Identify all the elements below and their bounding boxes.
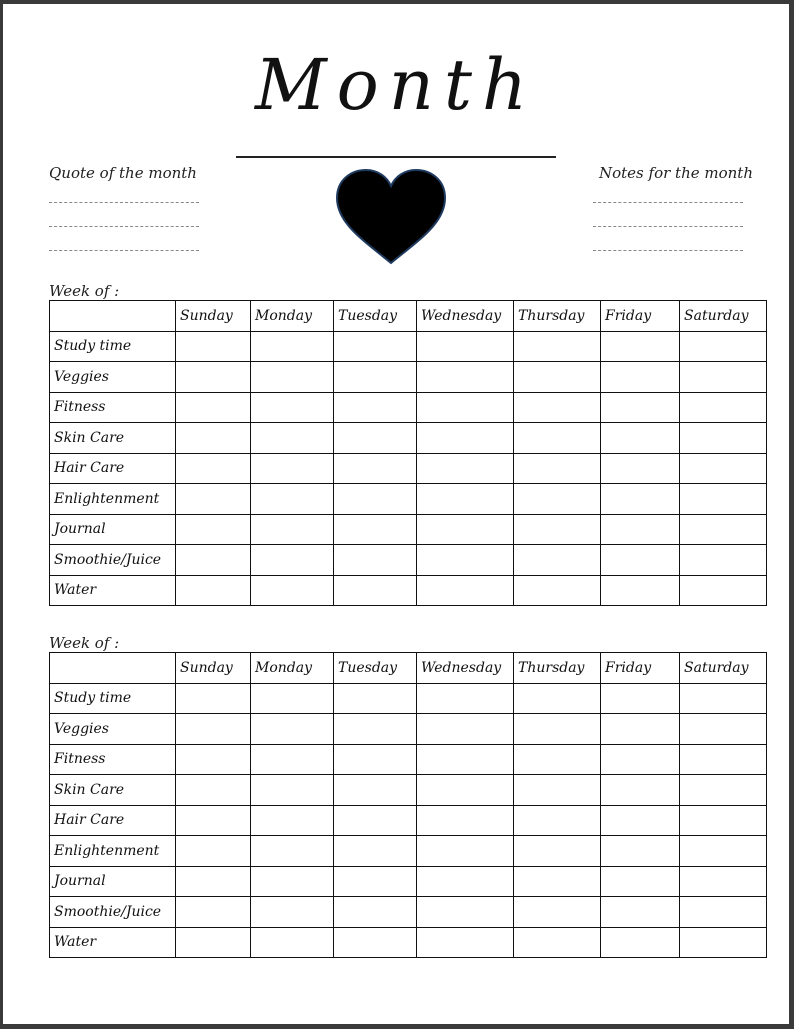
tracker-cell[interactable] bbox=[334, 866, 417, 897]
tracker-cell[interactable] bbox=[601, 775, 680, 806]
week-of-label-1: Week of : bbox=[49, 282, 120, 300]
table-row bbox=[50, 514, 767, 545]
tracker-cell[interactable] bbox=[334, 423, 417, 454]
tracker-cell[interactable] bbox=[514, 775, 601, 806]
day-header-saturday: Saturday bbox=[680, 301, 767, 332]
tracker-cell[interactable] bbox=[251, 714, 334, 745]
tracker-cell[interactable] bbox=[680, 453, 767, 484]
table-row bbox=[50, 897, 767, 928]
tracker-cell[interactable] bbox=[417, 545, 514, 576]
tracker-cell[interactable] bbox=[251, 805, 334, 836]
tracker-cell[interactable] bbox=[334, 836, 417, 867]
tracker-cell[interactable] bbox=[176, 897, 251, 928]
tracker-cell[interactable] bbox=[514, 453, 601, 484]
tracker-cell[interactable] bbox=[176, 392, 251, 423]
tracker-cell[interactable] bbox=[601, 744, 680, 775]
tracker-cell[interactable] bbox=[601, 714, 680, 745]
table-row bbox=[50, 836, 767, 867]
tracker-cell[interactable] bbox=[334, 331, 417, 362]
tracker-cell[interactable] bbox=[251, 484, 334, 515]
habit-label: Water bbox=[50, 927, 176, 958]
day-header-friday: Friday bbox=[601, 653, 680, 684]
notes-line-1[interactable] bbox=[593, 202, 743, 203]
tracker-cell[interactable] bbox=[251, 362, 334, 393]
tracker-cell[interactable] bbox=[417, 575, 514, 606]
tracker-cell[interactable] bbox=[514, 866, 601, 897]
tracker-cell[interactable] bbox=[514, 575, 601, 606]
tracker-cell[interactable] bbox=[514, 545, 601, 576]
tracker-cell[interactable] bbox=[334, 714, 417, 745]
tracker-cell[interactable] bbox=[680, 484, 767, 515]
week-of-label-2: Week of : bbox=[49, 634, 120, 652]
tracker-cell[interactable] bbox=[601, 392, 680, 423]
tracker-cell[interactable] bbox=[680, 897, 767, 928]
tracker-cell[interactable] bbox=[251, 423, 334, 454]
tracker-cell[interactable] bbox=[417, 714, 514, 745]
tracker-cell[interactable] bbox=[680, 836, 767, 867]
tracker-cell[interactable] bbox=[680, 683, 767, 714]
tracker-cell[interactable] bbox=[514, 714, 601, 745]
table-row bbox=[50, 714, 767, 745]
tracker-cell[interactable] bbox=[251, 514, 334, 545]
tracker-cell[interactable] bbox=[251, 545, 334, 576]
tracker-cell[interactable] bbox=[514, 897, 601, 928]
tracker-cell[interactable] bbox=[601, 897, 680, 928]
tracker-cell[interactable] bbox=[251, 775, 334, 806]
tracker-cell[interactable] bbox=[176, 775, 251, 806]
tracker-cell[interactable] bbox=[680, 775, 767, 806]
tracker-cell[interactable] bbox=[251, 836, 334, 867]
habit-label: Journal bbox=[50, 514, 176, 545]
quote-line-2[interactable] bbox=[49, 226, 199, 227]
tracker-cell[interactable] bbox=[176, 866, 251, 897]
tracker-cell[interactable] bbox=[176, 927, 251, 958]
tracker-cell[interactable] bbox=[176, 836, 251, 867]
table-row bbox=[50, 392, 767, 423]
tracker-cell[interactable] bbox=[251, 927, 334, 958]
tracker-cell[interactable] bbox=[334, 484, 417, 515]
tracker-cell[interactable] bbox=[680, 714, 767, 745]
notes-line-2[interactable] bbox=[593, 226, 743, 227]
tracker-cell[interactable] bbox=[417, 744, 514, 775]
tracker-cell[interactable] bbox=[514, 484, 601, 515]
table-row bbox=[50, 866, 767, 897]
tracker-cell[interactable] bbox=[601, 683, 680, 714]
tracker-cell[interactable] bbox=[680, 514, 767, 545]
habit-label: Study time bbox=[50, 683, 176, 714]
tracker-cell[interactable] bbox=[601, 545, 680, 576]
tracker-cell[interactable] bbox=[417, 362, 514, 393]
tracker-cell[interactable] bbox=[680, 927, 767, 958]
quote-of-month-label: Quote of the month bbox=[49, 164, 197, 182]
tracker-cell[interactable] bbox=[251, 575, 334, 606]
tracker-cell[interactable] bbox=[514, 683, 601, 714]
tracker-cell[interactable] bbox=[176, 683, 251, 714]
habit-label: Enlightenment bbox=[50, 836, 176, 867]
table-row bbox=[50, 331, 767, 362]
tracker-cell[interactable] bbox=[251, 683, 334, 714]
tracker-cell[interactable] bbox=[601, 836, 680, 867]
tracker-cell[interactable] bbox=[601, 866, 680, 897]
quote-line-3[interactable] bbox=[49, 250, 199, 251]
table-row bbox=[50, 744, 767, 775]
tracker-cell[interactable] bbox=[601, 514, 680, 545]
tracker-cell[interactable] bbox=[251, 392, 334, 423]
tracker-cell[interactable] bbox=[680, 331, 767, 362]
corner-cell bbox=[50, 653, 176, 684]
tracker-cell[interactable] bbox=[251, 744, 334, 775]
table-row bbox=[50, 927, 767, 958]
tracker-cell[interactable] bbox=[417, 392, 514, 423]
table-row bbox=[50, 545, 767, 576]
notes-line-3[interactable] bbox=[593, 250, 743, 251]
table-header-row bbox=[50, 653, 767, 684]
tracker-cell[interactable] bbox=[176, 331, 251, 362]
tracker-cell[interactable] bbox=[251, 331, 334, 362]
tracker-cell[interactable] bbox=[417, 866, 514, 897]
tracker-cell[interactable] bbox=[417, 927, 514, 958]
tracker-cell[interactable] bbox=[601, 453, 680, 484]
tracker-cell[interactable] bbox=[334, 683, 417, 714]
tracker-cell[interactable] bbox=[417, 897, 514, 928]
tracker-cell[interactable] bbox=[417, 331, 514, 362]
tracker-cell[interactable] bbox=[601, 575, 680, 606]
tracker-cell[interactable] bbox=[334, 453, 417, 484]
habit-label: Hair Care bbox=[50, 453, 176, 484]
tracker-cell[interactable] bbox=[601, 331, 680, 362]
tracker-cell[interactable] bbox=[176, 714, 251, 745]
table-row bbox=[50, 453, 767, 484]
tracker-cell[interactable] bbox=[334, 575, 417, 606]
tracker-cell[interactable] bbox=[514, 423, 601, 454]
notes-for-month-label: Notes for the month bbox=[599, 164, 753, 182]
tracker-cell[interactable] bbox=[417, 423, 514, 454]
habit-label: Skin Care bbox=[50, 775, 176, 806]
tracker-cell[interactable] bbox=[334, 514, 417, 545]
tracker-cell[interactable] bbox=[334, 897, 417, 928]
tracker-cell[interactable] bbox=[417, 805, 514, 836]
habit-label: Smoothie/Juice bbox=[50, 545, 176, 576]
tracker-cell[interactable] bbox=[334, 362, 417, 393]
tracker-cell[interactable] bbox=[417, 683, 514, 714]
table-row bbox=[50, 683, 767, 714]
tracker-cell[interactable] bbox=[334, 392, 417, 423]
tracker-cell[interactable] bbox=[176, 805, 251, 836]
tracker-cell[interactable] bbox=[514, 744, 601, 775]
habit-label: Fitness bbox=[50, 392, 176, 423]
tracker-cell[interactable] bbox=[601, 484, 680, 515]
tracker-cell[interactable] bbox=[601, 927, 680, 958]
day-header-monday: Monday bbox=[251, 301, 334, 332]
habit-label: Veggies bbox=[50, 714, 176, 745]
tracker-cell[interactable] bbox=[601, 805, 680, 836]
habit-label: Skin Care bbox=[50, 423, 176, 454]
tracker-cell[interactable] bbox=[176, 575, 251, 606]
day-header-saturday: Saturday bbox=[680, 653, 767, 684]
tracker-cell[interactable] bbox=[514, 836, 601, 867]
table-row bbox=[50, 423, 767, 454]
tracker-cell[interactable] bbox=[176, 545, 251, 576]
table-row bbox=[50, 805, 767, 836]
tracker-cell[interactable] bbox=[417, 484, 514, 515]
tracker-cell[interactable] bbox=[334, 927, 417, 958]
tracker-cell[interactable] bbox=[680, 744, 767, 775]
tracker-cell[interactable] bbox=[514, 514, 601, 545]
tracker-cell[interactable] bbox=[334, 805, 417, 836]
page-title: Month bbox=[254, 44, 538, 126]
tracker-cell[interactable] bbox=[251, 866, 334, 897]
tracker-cell[interactable] bbox=[417, 453, 514, 484]
table-row bbox=[50, 362, 767, 393]
habit-label: Smoothie/Juice bbox=[50, 897, 176, 928]
tracker-cell[interactable] bbox=[417, 775, 514, 806]
tracker-cell[interactable] bbox=[680, 545, 767, 576]
planner-page bbox=[3, 4, 789, 1024]
tracker-cell[interactable] bbox=[680, 392, 767, 423]
day-header-wednesday: Wednesday bbox=[417, 653, 514, 684]
quote-line-1[interactable] bbox=[49, 202, 199, 203]
tracker-cell[interactable] bbox=[334, 744, 417, 775]
habit-label: Hair Care bbox=[50, 805, 176, 836]
tracker-cell[interactable] bbox=[176, 514, 251, 545]
table-row bbox=[50, 484, 767, 515]
day-header-friday: Friday bbox=[601, 301, 680, 332]
habit-label: Journal bbox=[50, 866, 176, 897]
habit-label: Enlightenment bbox=[50, 484, 176, 515]
tracker-cell[interactable] bbox=[334, 545, 417, 576]
day-header-thursday: Thursday bbox=[514, 653, 601, 684]
day-header-tuesday: Tuesday bbox=[334, 301, 417, 332]
day-header-monday: Monday bbox=[251, 653, 334, 684]
day-header-thursday: Thursday bbox=[514, 301, 601, 332]
title-underline bbox=[236, 156, 556, 158]
corner-cell bbox=[50, 301, 176, 332]
weekly-tracker-table-2 bbox=[49, 652, 767, 958]
tracker-cell[interactable] bbox=[680, 362, 767, 393]
tracker-cell[interactable] bbox=[601, 423, 680, 454]
tracker-cell[interactable] bbox=[514, 392, 601, 423]
tracker-cell[interactable] bbox=[601, 362, 680, 393]
tracker-cell[interactable] bbox=[176, 362, 251, 393]
table-header-row bbox=[50, 301, 767, 332]
habit-label: Water bbox=[50, 575, 176, 606]
day-header-wednesday: Wednesday bbox=[417, 301, 514, 332]
tracker-cell[interactable] bbox=[176, 423, 251, 454]
weekly-tracker-table-1 bbox=[49, 300, 767, 606]
tracker-cell[interactable] bbox=[417, 514, 514, 545]
day-header-sunday: Sunday bbox=[176, 301, 251, 332]
habit-label: Veggies bbox=[50, 362, 176, 393]
habit-label: Study time bbox=[50, 331, 176, 362]
tracker-cell[interactable] bbox=[680, 423, 767, 454]
tracker-cell[interactable] bbox=[514, 805, 601, 836]
tracker-cell[interactable] bbox=[680, 866, 767, 897]
day-header-tuesday: Tuesday bbox=[334, 653, 417, 684]
tracker-cell[interactable] bbox=[176, 484, 251, 515]
heart-icon bbox=[333, 168, 449, 268]
tracker-cell[interactable] bbox=[514, 362, 601, 393]
tracker-cell[interactable] bbox=[176, 453, 251, 484]
habit-label: Fitness bbox=[50, 744, 176, 775]
table-row bbox=[50, 775, 767, 806]
day-header-sunday: Sunday bbox=[176, 653, 251, 684]
tracker-cell[interactable] bbox=[680, 805, 767, 836]
tracker-cell[interactable] bbox=[417, 836, 514, 867]
tracker-cell[interactable] bbox=[680, 575, 767, 606]
tracker-cell[interactable] bbox=[334, 775, 417, 806]
tracker-cell[interactable] bbox=[514, 331, 601, 362]
tracker-cell[interactable] bbox=[251, 897, 334, 928]
tracker-cell[interactable] bbox=[514, 927, 601, 958]
tracker-cell[interactable] bbox=[251, 453, 334, 484]
table-row bbox=[50, 575, 767, 606]
tracker-cell[interactable] bbox=[176, 744, 251, 775]
